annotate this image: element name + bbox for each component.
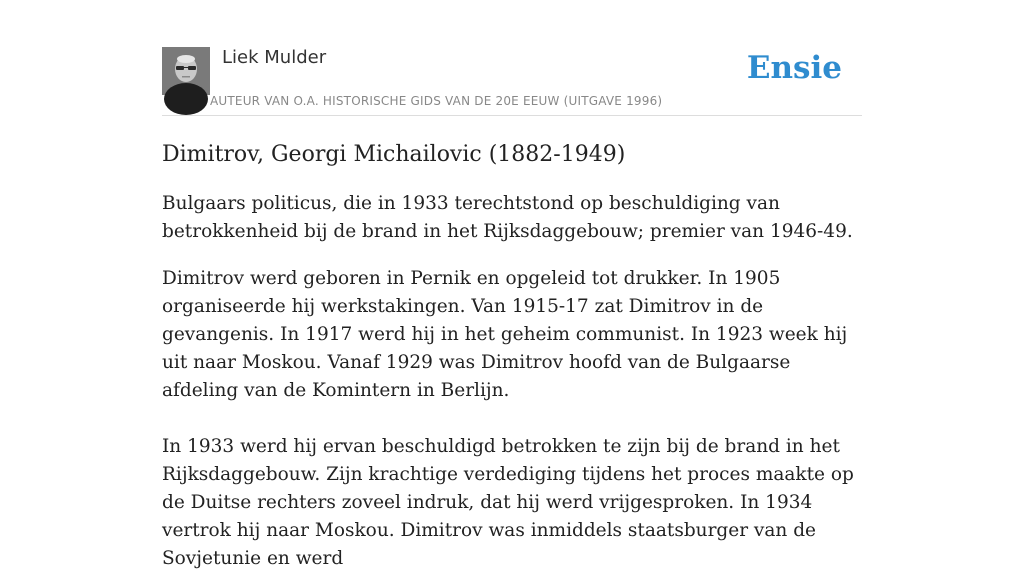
article-paragraph: In 1933 werd hij ervan beschuldigd betrokken te zijn bij de brand in het Rijksdaggebouw. Zijn krachtige verdediging tijdens het proces maakte op de Duitse rechters zoveel indruk, dat hij werd vrijgesproken. In 1934 vertrok hij naar Moskou. Dimitrov was inmiddels staatsburger van de Sovjetunie en werd: [162, 436, 854, 569]
author-avatar[interactable]: [162, 47, 210, 95]
article-title: Dimitrov, Georgi Michailovic (1882-1949): [162, 142, 626, 167]
author-header: [162, 44, 862, 116]
avatar-portrait-icon: [162, 47, 210, 95]
article: [162, 139, 866, 573]
article-paragraph: Dimitrov werd geboren in Pernik en opgeleid tot drukker. In 1905 organiseerde hij werkstakingen. Van 1915-17 zat Dimitrov in de gevangenis. In 1917 werd hij in het geheim communist. In 1923 week hij uit naar Moskou. Vanaf 1929 was Dimitrov hoofd van de Bulgaarse afdeling van de Komintern in Berlijn.: [162, 268, 848, 401]
author-name[interactable]: Liek Mulder: [222, 47, 327, 68]
article-intro: Bulgaars politicus, die in 1933 terechtstond op beschuldiging van betrokkenheid bij de brand in het Rijksdaggebouw; premier van 1946-49.: [162, 193, 853, 242]
author-bio: AUTEUR VAN O.A. HISTORISCHE GIDS VAN DE 20E EEUW (UITGAVE 1996): [210, 94, 663, 108]
ensie-logo-link[interactable]: Ensie: [746, 50, 842, 86]
